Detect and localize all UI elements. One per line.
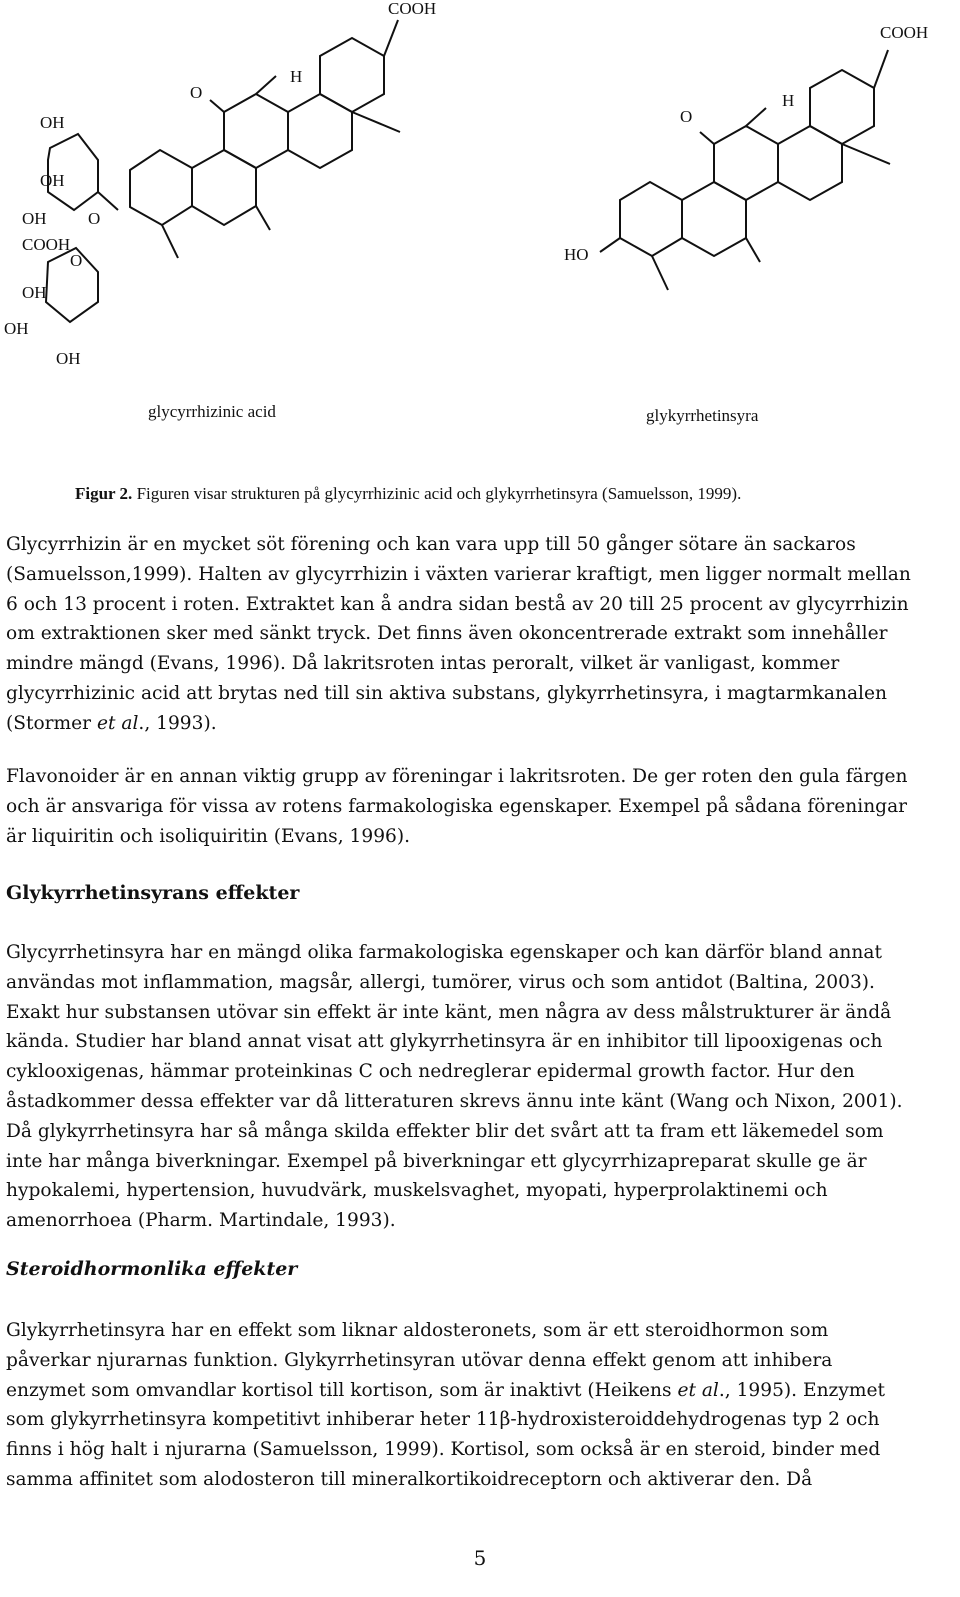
text-line: Då glykyrrhetinsyra har så många skilda effekter blir det svårt att ta fram ett läkemedel som [6, 1120, 884, 1142]
ring-d [778, 126, 842, 200]
text-line: 6 och 13 procent i roten. Extraktet kan å andra sidan bestå av 20 till 25 procent av glycyrrhizin [6, 593, 909, 615]
text-line: inte har många biverkningar. Exempel på biverkningar ett glycyrrhizapreparat skulle ge är [6, 1150, 867, 1172]
atom-label: HO [564, 245, 589, 264]
text-line: kända. Studier har bland annat visat att glykyrrhetinsyra är en inhibitor till lipooxigenas och [6, 1031, 883, 1053]
text-line: Exakt hur substansen utövar sin effekt är inte känt, men några av dess målstrukturer är ändå [6, 1001, 892, 1023]
atom-labels [4, 0, 928, 368]
text-line: Glykyrrhetinsyra har en effekt som liknar aldosteronets, som är ett steroidhormon som [6, 1320, 829, 1341]
double-bond [746, 108, 766, 126]
atom-label: OH [22, 283, 47, 302]
text-line: amenorrhoea (Pharm. Martindale, 1993). [6, 1210, 396, 1232]
paragraph-steroidhormon [6, 1316, 951, 1495]
text-run: ., 1993). [138, 712, 217, 734]
atom-label: H [782, 91, 795, 110]
cooh-bond [874, 50, 888, 88]
caption-text: Figuren visar strukturen på glycyrrhizinic acid och glykyrrhetinsyra (Samuelsson, 1999). [136, 484, 742, 503]
methyl-bond [746, 238, 760, 262]
text-line: (Samuelsson,1999). Halten av glycyrrhizin i växten varierar kraftigt, men ligger normalt mellan [6, 563, 911, 585]
atom-label: OH [22, 209, 47, 228]
text-line [6, 1376, 951, 1406]
caption-label: Figur 2. [75, 484, 133, 503]
ring-c [714, 126, 778, 200]
atom-label: COOH [388, 0, 437, 18]
methyl-bond [162, 225, 178, 258]
figure-caption [75, 484, 741, 504]
text-line: är liquiritin och isoliquiritin (Evans, 1996). [6, 825, 411, 847]
text-line: påverkar njurarnas funktion. Glykyrrhetinsyran utövar denna effekt genom att inhibera [6, 1349, 833, 1371]
atom-label: OH [56, 349, 81, 368]
glycoside-bond [98, 192, 118, 210]
chemical-structures-diagram [0, 0, 960, 455]
paragraph-effekter [6, 938, 951, 1236]
methyl-bond [842, 144, 890, 164]
text-run: (Stormer [6, 712, 97, 734]
citation-etal: et al [96, 712, 139, 734]
cooh-bond [384, 20, 398, 56]
text-run: enzymet som omvandlar kortisol till kortison, som är inaktivt (Heikens [6, 1379, 678, 1401]
text-line: hypokalemi, hypertension, huvudvärk, muskelsvaghet, myopati, hyperprolaktinemi och [6, 1180, 828, 1202]
ring-b [192, 150, 256, 225]
text-line: Glycyrrhetinsyra har en mängd olika farmakologiska egenskaper och kan därför bland annat [6, 942, 882, 963]
ring-e [810, 70, 874, 144]
double-bond [256, 76, 276, 94]
text-line: användas mot inflammation, magsår, allergi, tumörer, virus och som antidot (Baltina, 2003). [6, 971, 875, 993]
ring-e [320, 38, 384, 112]
text-line: åstadkommer dessa effekter var då litteraturen skrevs ännu inte känt (Wang och Nixon, 2001). [6, 1090, 903, 1112]
text-line: Flavonoider är en annan viktig grupp av föreningar i lakritsroten. De ger roten den gula färgen [6, 766, 908, 787]
text-line: glycyrrhizinic acid att brytas ned till sin aktiva substans, glykyrrhetinsyra, i magtarmkanalen [6, 682, 887, 704]
left-molecule-name: glycyrrhizinic acid [148, 402, 276, 421]
text-line: samma affinitet som alodosteron till mineralkortikoidreceptorn och aktiverar den. Då [6, 1468, 813, 1490]
right-molecule-skeleton [600, 50, 890, 290]
atom-label: O [70, 251, 83, 270]
ring-b [682, 182, 746, 256]
hydroxyl-bond [600, 238, 620, 252]
subsection-heading: Steroidhormonlika effekter [6, 1258, 298, 1280]
left-molecule-skeleton [46, 20, 400, 322]
text-line: cyklooxigenas, hämmar proteinkinas C och nedreglerar epidermal growth factor. Hur den [6, 1061, 855, 1083]
methyl-bond [652, 256, 668, 290]
atom-label: O [680, 107, 693, 126]
atom-label: O [88, 209, 101, 228]
paragraph-glycyrrhizin [6, 530, 951, 739]
text-line: om extraktionen sker med sänkt tryck. Det finns även okoncentrerade extrakt som innehåller [6, 623, 888, 645]
ring-d [288, 94, 352, 168]
atom-label: COOH [880, 23, 929, 42]
atom-label: H [290, 67, 303, 86]
ring-a [620, 182, 682, 256]
right-molecule-name: glykyrrhetinsyra [646, 406, 759, 425]
text-line [6, 709, 951, 739]
text-line: Glycyrrhizin är en mycket söt förening och kan vara upp till 50 gånger sötare än sackaros [6, 534, 856, 555]
ketone-bond [700, 132, 714, 144]
atom-label: OH [40, 113, 65, 132]
text-line: som glykyrrhetinsyra kompetitivt inhiberar heter 11β-hydroxisteroiddehydrogenas typ 2 och [6, 1409, 880, 1431]
atom-label: OH [4, 319, 29, 338]
citation-etal: et al [677, 1379, 719, 1401]
ketone-bond [210, 100, 224, 112]
atom-label: O [190, 83, 203, 102]
text-run: ., 1995). Enzymet [718, 1379, 885, 1401]
atom-label: COOH [22, 235, 71, 254]
text-line: mindre mängd (Evans, 1996). Då lakritsroten intas peroralt, vilket är vanligast, kommer [6, 653, 840, 675]
figure-2 [0, 0, 960, 455]
ring-a [130, 150, 192, 225]
section-heading: Glykyrrhetinsyrans effekter [6, 882, 300, 904]
paragraph-flavonoider [6, 762, 951, 851]
page-number: 5 [473, 1546, 487, 1570]
atom-label: OH [40, 171, 65, 190]
ring-c [224, 94, 288, 168]
methyl-bond [352, 112, 400, 132]
methyl-bond [256, 206, 270, 230]
text-line: finns i hög halt i njurarna (Samuelsson, 1999). Kortisol, som också är en steroid, binder med [6, 1439, 881, 1461]
text-line: och är ansvariga för vissa av rotens farmakologiska egenskaper. Exempel på sådana föreningar [6, 795, 908, 817]
